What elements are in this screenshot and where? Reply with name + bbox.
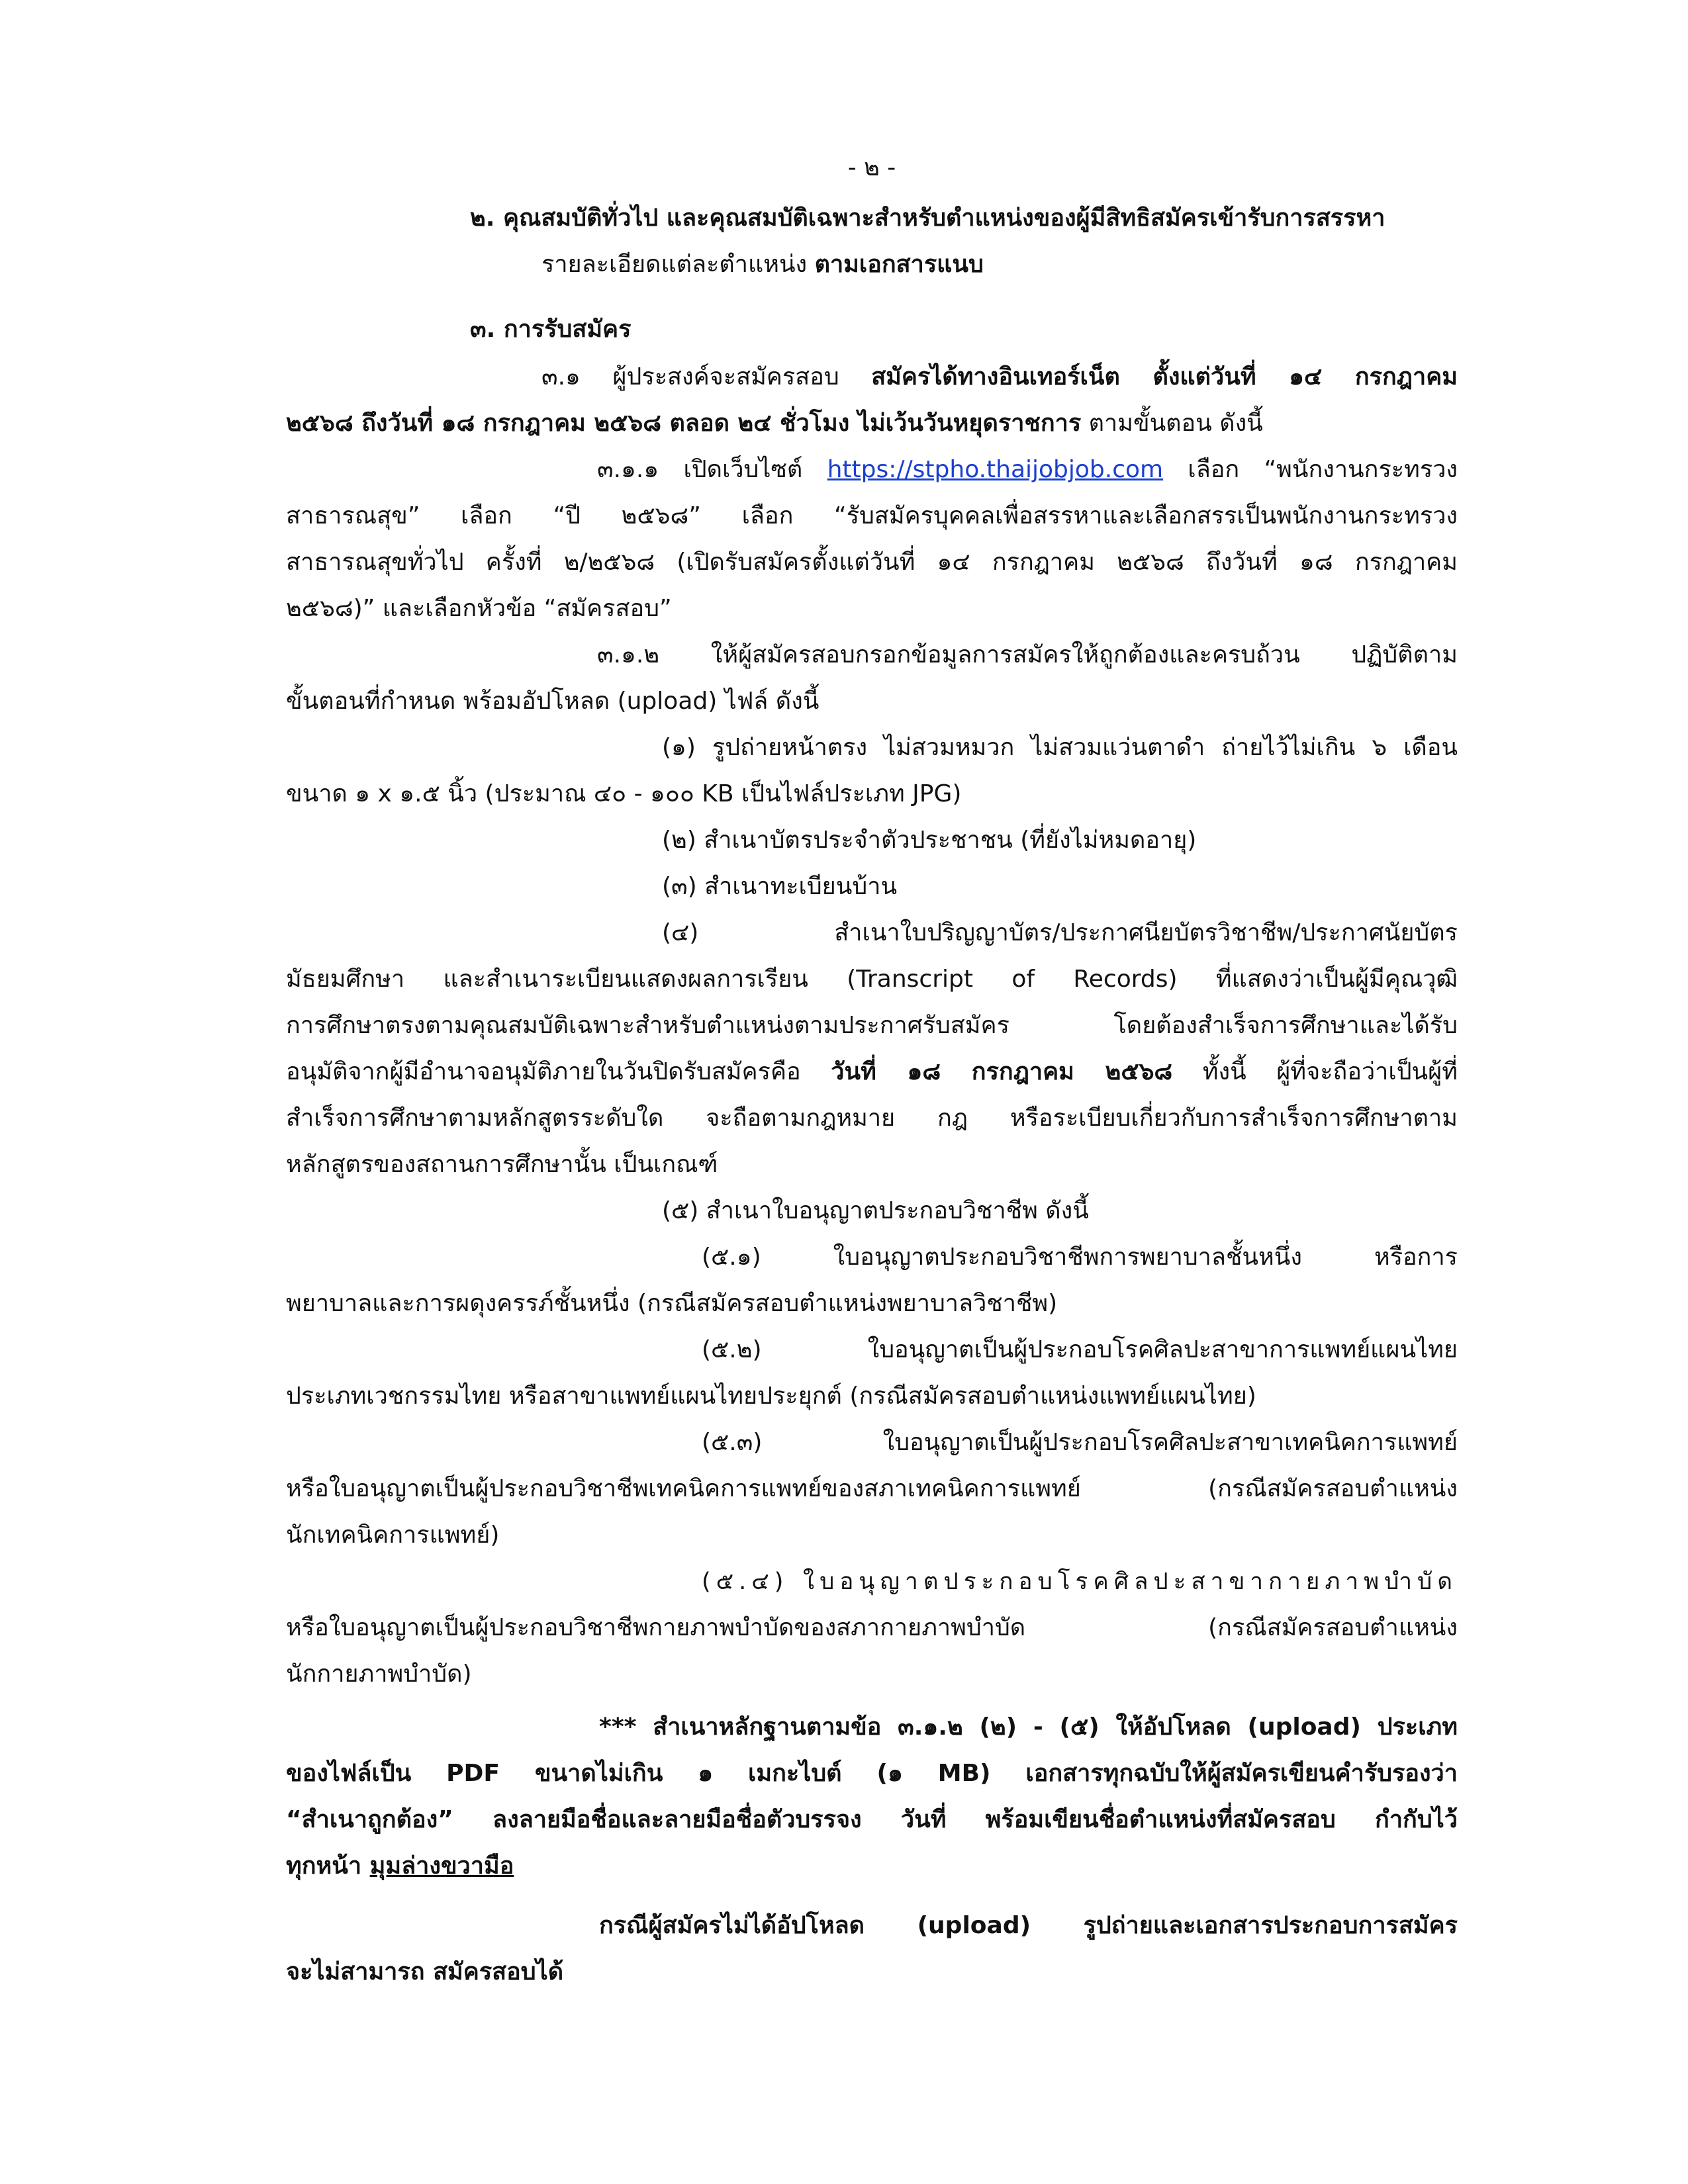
item-5-3-line-3: นักเทคนิคการแพทย์) <box>286 1522 500 1549</box>
item-4-line-6: หลักสูตรของสถานการศึกษานั้น เป็นเกณฑ์ <box>286 1151 718 1178</box>
section-2-heading: ๒. คุณสมบัติทั่วไป และคุณสมบัติเฉพาะสำหรับตำแหน่งของผู้มีสิทธิสมัครเข้ารับการสรรหา <box>470 205 1385 232</box>
item-4-line-5: สำเร็จการศึกษาตามหลักสูตรระดับใด จะถือตามกฎหมาย กฎ หรือระเบียบเกี่ยวกับการสำเร็จการศึกษาตาม <box>286 1105 1458 1132</box>
item-5-2-line-2: ประเภทเวชกรรมไทย หรือสาขาแพทย์แผนไทยประยุกต์ (กรณีสมัครสอบตำแหน่งแพทย์แผนไทย) <box>286 1383 1256 1410</box>
item-1-line-2: ขนาด ๑ x ๑.๕ นิ้ว (ประมาณ ๔๐ - ๑๐๐ KB เป็นไฟล์ประเภท JPG) <box>286 780 962 807</box>
item-5-1-line-2: พยาบาลและการผดุงครรภ์ชั้นหนึ่ง (กรณีสมัครสอบตำแหน่งพยาบาลวิชาชีพ) <box>286 1290 1058 1317</box>
para-3-1-line-1: ๓.๑ ผู้ประสงค์จะสมัครสอบ สมัครได้ทางอินเทอร์เน็ต ตั้งแต่วันที่ ๑๔ กรกฎาคม <box>541 363 1458 390</box>
para-3-1-line-2: ๒๕๖๘ ถึงวันที่ ๑๘ กรกฎาคม ๒๕๖๘ ตลอด ๒๔ ชั่วโมง ไม่เว้นวันหยุดราชการ ตามขั้นตอน ดังนี้ <box>286 410 1263 437</box>
note-line-4: ทุกหน้า มุมล่างขวามือ <box>286 1852 514 1880</box>
item-5-2-line-1: (๕.๒) ใบอนุญาตเป็นผู้ประกอบโรคศิลปะสาขาการแพทย์แผนไทย <box>702 1336 1458 1363</box>
item-4-line-3: การศึกษาตรงตามคุณสมบัติเฉพาะสำหรับตำแหน่งตามประกาศรับสมัคร โดยต้องสำเร็จการศึกษาและได้รับ <box>286 1012 1458 1039</box>
item-5-3-line-2: หรือใบอนุญาตเป็นผู้ประกอบวิชาชีพเทคนิคการแพทย์ของสภาเทคนิคการแพทย์ (กรณีสมัครสอบตำแหน่ง <box>286 1475 1458 1502</box>
item-5-4-line-2: หรือใบอนุญาตเป็นผู้ประกอบวิชาชีพกายภาพบำบัดของสภากายภาพบำบัด (กรณีสมัครสอบตำแหน่ง <box>286 1614 1458 1641</box>
para-3-1-1-line-1: ๓.๑.๑ เปิดเว็บไซต์ https://stpho.thaijobjob.com เลือก “พนักงานกระทรวง <box>597 456 1458 483</box>
website-link[interactable]: https://stpho.thaijobjob.com <box>827 456 1164 483</box>
item-2: (๒) สำเนาบัตรประจำตัวประชาชน (ที่ยังไม่หมดอายุ) <box>662 827 1197 854</box>
item-1-line-1: (๑) รูปถ่ายหน้าตรง ไม่สวมหมวก ไม่สวมแว่นตาดำ ถ่ายไว้ไม่เกิน ๖ เดือน <box>662 734 1458 761</box>
note-line-3: “สำเนาถูกต้อง” ลงลายมือชื่อและลายมือชื่อตัวบรรจง วันที่ พร้อมเขียนชื่อตำแหน่งที่สมัครสอบ กำกับไว้ <box>286 1806 1458 1833</box>
item-5-4-line-3: นักกายภาพบำบัด) <box>286 1661 472 1688</box>
para-3-1-1-line-4: ๒๕๖๘)” และเลือกหัวข้อ “สมัครสอบ” <box>286 595 672 622</box>
para-3-1-2-line-2: ขั้นตอนที่กำหนด พร้อมอัปโหลด (upload) ไฟล์ ดังนี้ <box>286 688 820 715</box>
item-4-line-4: อนุมัติจากผู้มีอำนาจอนุมัติภายในวันปิดรับสมัครคือ วันที่ ๑๘ กรกฎาคม ๒๕๖๘ ทั้งนี้ ผู้ที่จะถือว่าเป็นผู้ที่ <box>286 1058 1458 1085</box>
item-4-line-1: (๔) สำเนาใบปริญญาบัตร/ประกาศนียบัตรวิชาชีพ/ประกาศนัยบัตร <box>662 919 1458 946</box>
section-2-detail: รายละเอียดแต่ละตำแหน่ง ตามเอกสารแนบ <box>541 251 984 278</box>
item-5: (๕) สำเนาใบอนุญาตประกอบวิชาชีพ ดังนี้ <box>662 1197 1089 1224</box>
section-3-heading: ๓. การรับสมัคร <box>470 316 632 343</box>
final-line-2: จะไม่สามารถ สมัครสอบได้ <box>286 1958 564 1985</box>
final-line-1: กรณีผู้สมัครไม่ได้อัปโหลด (upload) รูปถ่ายและเอกสารประกอบการสมัคร <box>599 1912 1458 1939</box>
para-3-1-2-line-1: ๓.๑.๒ ให้ผู้สมัครสอบกรอกข้อมูลการสมัครให้ถูกต้องและครบถ้วน ปฏิบัติตาม <box>597 641 1458 668</box>
item-5-4-line-1: (๕.๔) ใบอนุญาตประกอบโรคศิลปะสาขากายภาพบำบัด <box>702 1569 1458 1595</box>
note-line-2: ของไฟล์เป็น PDF ขนาดไม่เกิน ๑ เมกะไบต์ (๑ MB) เอกสารทุกฉบับให้ผู้สมัครเขียนคำรับรองว่า <box>286 1760 1458 1787</box>
para-3-1-1-line-2: สาธารณสุข” เลือก “ปี ๒๕๖๘” เลือก “รับสมัครบุคคลเพื่อสรรหาและเลือกสรรเป็นพนักงานกระทรวง <box>286 502 1458 529</box>
para-3-1-1-line-3: สาธารณสุขทั่วไป ครั้งที่ ๒/๒๕๖๘ (เปิดรับสมัครตั้งแต่วันที่ ๑๔ กรกฎาคม ๒๕๖๘ ถึงวันที่ ๑๘ กรกฎาคม <box>286 549 1458 576</box>
item-5-1-line-1: (๕.๑) ใบอนุญาตประกอบวิชาชีพการพยาบาลชั้นหนึ่ง หรือการ <box>702 1244 1458 1271</box>
item-4-line-2: มัธยมศึกษา และสำเนาระเบียนแสดงผลการเรียน (Transcript of Records) ที่แสดงว่าเป็นผู้มีคุณวุฒิ <box>286 966 1458 993</box>
item-5-3-line-1: (๕.๓) ใบอนุญาตเป็นผู้ประกอบโรคศิลปะสาขาเทคนิคการแพทย์ <box>702 1429 1458 1456</box>
item-3: (๓) สำเนาทะเบียนบ้าน <box>662 873 898 900</box>
page-number: - ๒ - <box>847 154 896 181</box>
note-line-1: *** สำเนาหลักฐานตามข้อ ๓.๑.๒ (๒) - (๕) ให้อัปโหลด (upload) ประเภท <box>599 1713 1458 1741</box>
